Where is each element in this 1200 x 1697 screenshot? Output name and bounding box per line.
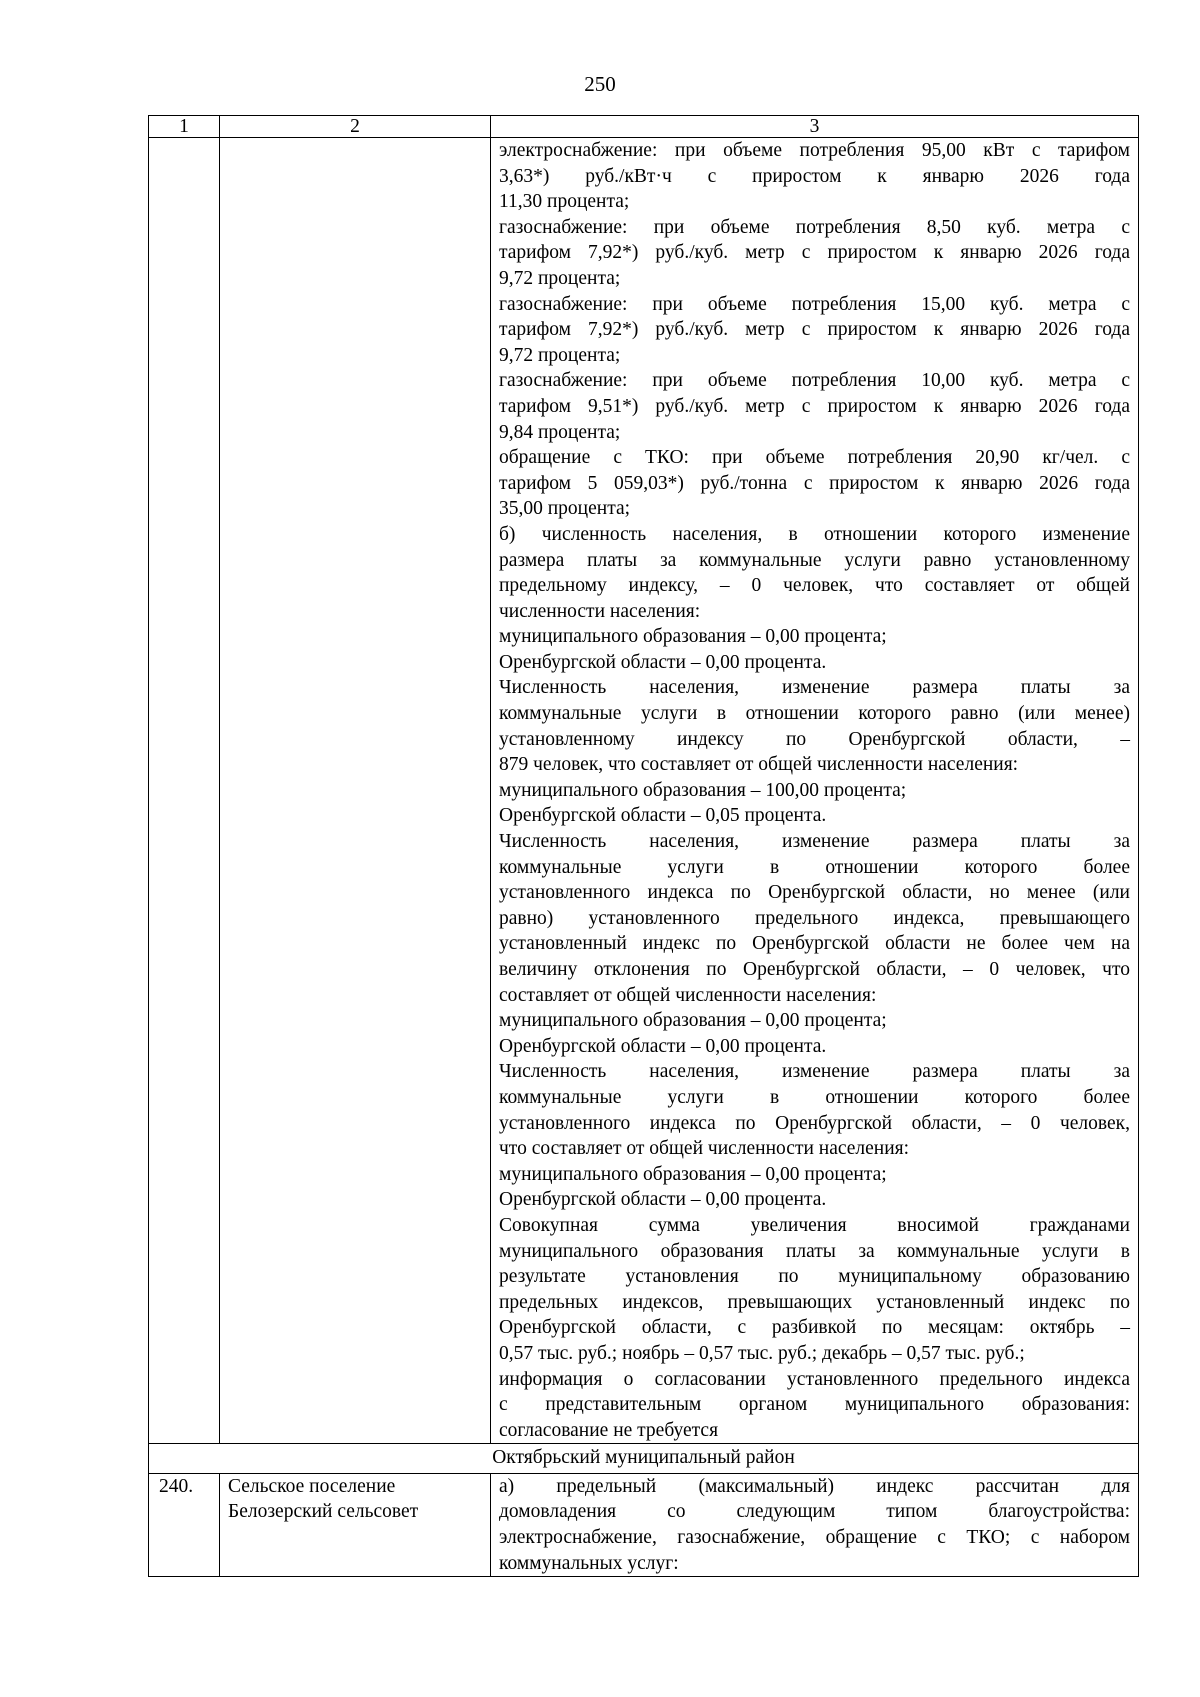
text-line: б) численность населения, в отношении которого изменение — [499, 523, 1130, 545]
text-line: коммунальные услуги в отношении которого более — [499, 856, 1130, 878]
text-line: размера платы за коммунальные услуги равно установленному — [499, 549, 1130, 571]
text-line: Оренбургской области – 0,05 процента. — [499, 805, 827, 827]
text-line: 9,72 процента; — [499, 344, 621, 366]
row-number: 240. — [149, 1473, 220, 1576]
column-header-3: 3 — [491, 116, 1139, 138]
settlement-name-lines — [228, 1474, 482, 1525]
table-header-row — [149, 116, 1139, 138]
text-line: электроснабжение: при объеме потребления 95,00 кВт с тарифом — [499, 140, 1130, 161]
continued-row-text — [491, 138, 1139, 1444]
text-line: муниципального образования платы за коммунальные услуги в — [499, 1240, 1130, 1262]
text-line: газоснабжение: при объеме потребления 15,00 куб. метра с — [499, 293, 1130, 315]
table-row-240 — [149, 1473, 1139, 1576]
text-line: тарифом 5 059,03*) руб./тонна с приростом к январю 2026 года — [499, 472, 1130, 494]
document-table — [148, 115, 1139, 1577]
text-line: 3,63*) руб./кВт·ч с приростом к январю 2026 года — [499, 165, 1130, 187]
text-line: величину отклонения по Оренбургской области, – 0 человек, что — [499, 959, 1130, 980]
text-line: газоснабжение: при объеме потребления 8,50 куб. метра с — [499, 216, 1130, 238]
text-line: Численность населения, изменение размера платы за — [499, 1061, 1130, 1083]
row-240-text — [491, 1473, 1139, 1576]
text-line: Оренбургской области – 0,00 процента. — [499, 1189, 827, 1211]
text-line: Численность населения, изменение размера платы за — [499, 677, 1130, 699]
text-line: муниципального образования – 0,00 процента; — [499, 1163, 887, 1185]
text-line: коммунальные услуги в отношении которого более — [499, 1086, 1130, 1108]
text-line: домовладения со следующим типом благоустройства: — [499, 1501, 1130, 1523]
continued-row-name — [220, 138, 491, 1444]
text-line: 879 человек, что составляет от общей численности населения: — [499, 754, 1019, 776]
text-line: 35,00 процента; — [499, 498, 631, 520]
continued-row-lines — [499, 138, 1130, 1443]
text-line: Совокупная сумма увеличения вносимой гражданами — [499, 1214, 1130, 1236]
text-line: Оренбургской области, с разбивкой по месяцам: октябрь – — [499, 1317, 1130, 1339]
text-line: что составляет от общей численности населения: — [499, 1138, 910, 1160]
column-header-1: 1 — [149, 116, 220, 138]
text-line: обращение с ТКО: при объеме потребления 20,90 кг/чел. с — [499, 447, 1130, 469]
text-line: муниципального образования – 0,00 процента; — [499, 1010, 887, 1032]
text-line: электроснабжение, газоснабжение, обращение с ТКО; с набором — [499, 1527, 1130, 1549]
continued-row — [149, 138, 1139, 1444]
text-line: муниципального образования – 100,00 процента; — [499, 779, 907, 801]
text-line: газоснабжение: при объеме потребления 10,00 куб. метра с — [499, 370, 1130, 392]
text-line: установленного индекса по Оренбургской области, – 0 человек, — [499, 1112, 1130, 1134]
text-line: 0,57 тыс. руб.; ноябрь – 0,57 тыс. руб.; декабрь – 0,57 тыс. руб.; — [499, 1342, 1025, 1364]
page-number: 250 — [584, 72, 616, 96]
row-240-lines — [499, 1474, 1130, 1576]
text-line: тарифом 7,92*) руб./куб. метр с приростом к январю 2026 года — [499, 242, 1130, 264]
text-line: Оренбургской области – 0,00 процента. — [499, 1035, 827, 1057]
text-line: численности населения: — [499, 600, 701, 622]
text-line: равно) установленного предельного индекса, превышающего — [499, 907, 1130, 929]
text-line: коммунальные услуги в отношении которого равно (или менее) — [499, 703, 1130, 725]
text-line: коммунальных услуг: — [499, 1552, 679, 1574]
text-line: предельному индексу, – 0 человек, что составляет от общей — [499, 575, 1130, 597]
text-line: согласование не требуется — [499, 1419, 719, 1441]
text-line: тарифом 9,51*) руб./куб. метр с приростом к январю 2026 года — [499, 395, 1130, 417]
text-line: установленного индекса по Оренбургской области, но менее (или — [499, 882, 1130, 904]
name-line: Белозерский сельсовет — [228, 1501, 419, 1523]
name-line: Сельское поселение — [228, 1475, 396, 1497]
text-line: муниципального образования – 0,00 процента; — [499, 626, 887, 648]
text-line: а) предельный (максимальный) индекс рассчитан для — [499, 1475, 1130, 1497]
text-line: Численность населения, изменение размера платы за — [499, 831, 1130, 853]
column-header-2: 2 — [220, 116, 491, 138]
text-line: 9,72 процента; — [499, 267, 621, 289]
text-line: составляет от общей численности населения: — [499, 984, 877, 1006]
text-line: Оренбургской области – 0,00 процента. — [499, 651, 827, 673]
text-line: тарифом 7,92*) руб./куб. метр с приростом к январю 2026 года — [499, 319, 1130, 341]
text-line: установленному индексу по Оренбургской области, – — [499, 728, 1130, 750]
text-line: 9,84 процента; — [499, 421, 621, 443]
section-row — [149, 1444, 1139, 1474]
text-line: 11,30 процента; — [499, 191, 630, 213]
section-title: Октябрьский муниципальный район — [149, 1444, 1139, 1474]
text-line: предельных индексов, превышающих установленный индекс по — [499, 1291, 1130, 1313]
text-line: результате установления по муниципальному образованию — [499, 1266, 1130, 1288]
text-line: информация о согласовании установленного предельного индекса — [499, 1368, 1130, 1390]
text-line: с представительным органом муниципального образования: — [499, 1394, 1130, 1416]
settlement-name — [220, 1473, 491, 1576]
continued-row-number — [149, 138, 220, 1444]
text-line: установленный индекс по Оренбургской области не более чем на — [499, 933, 1130, 955]
